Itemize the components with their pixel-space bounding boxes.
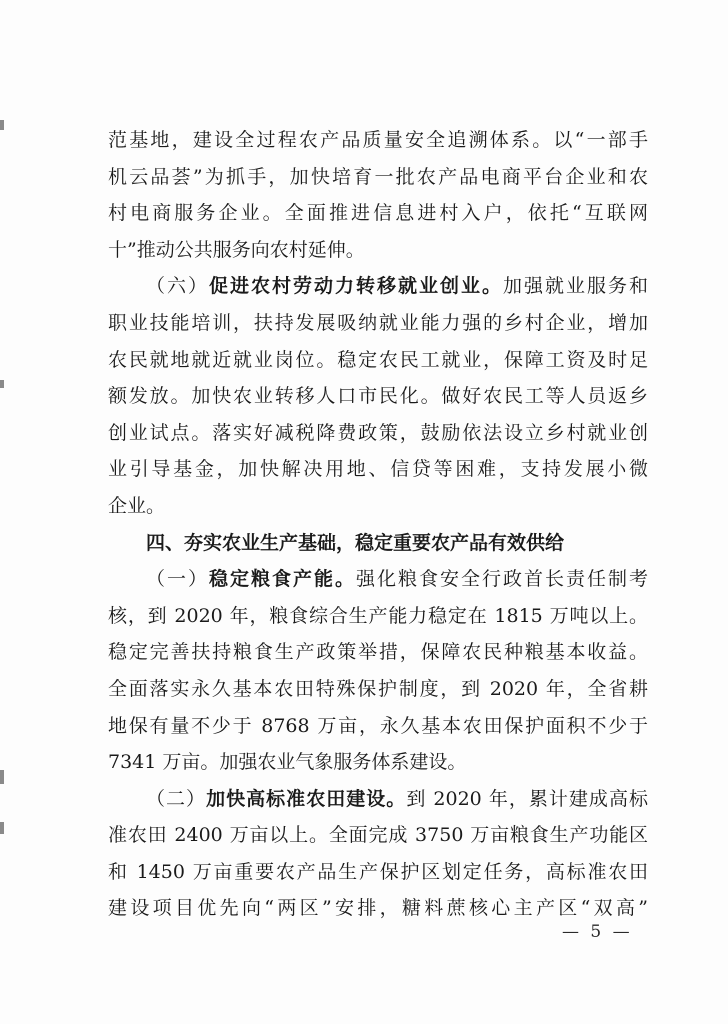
paragraph-line: 十”推动公共服务向农村延伸。 xyxy=(108,238,365,261)
paragraph-text: 强化粮食安全行政首长责任制考 xyxy=(356,568,648,591)
section-marker: （一） xyxy=(146,568,209,591)
paragraph-text: 到 2020 年，累计建成高标 xyxy=(406,787,648,810)
section-title: 稳定粮食产能。 xyxy=(209,568,356,591)
section-title: 促进农村劳动力转移就业创业。 xyxy=(209,275,503,298)
paragraph-line: 建设项目优先向“两区”安排，糖料蔗核心主产区“双高” xyxy=(108,897,648,920)
section-one-heading-line xyxy=(108,561,648,598)
section-marker: （六） xyxy=(146,275,209,298)
paragraph-line: 稳定完善扶持粮食生产政策举措，保障农民种粮基本收益。 xyxy=(108,641,648,664)
binding-mark xyxy=(0,380,4,388)
section-marker: （二） xyxy=(146,787,207,810)
paragraph-line: 村电商服务企业。全面推进信息进村入户，依托“互联网 xyxy=(108,202,648,225)
body-text xyxy=(108,122,648,927)
binding-mark xyxy=(0,822,4,834)
paragraph-line: 全面落实永久基本农田特殊保护制度，到 2020 年，全省耕 xyxy=(108,677,648,700)
section-two-heading-line xyxy=(108,781,648,818)
binding-mark xyxy=(0,770,4,784)
page-number: — 5 — xyxy=(562,922,633,942)
paragraph-line: 职业技能培训，扶持发展吸纳就业能力强的乡村企业，增加 xyxy=(108,311,648,334)
paragraph-text: 加强就业服务和 xyxy=(502,275,648,298)
paragraph-line: 额发放。加快农业转移人口市民化。做好农民工等人员返乡 xyxy=(108,385,648,408)
paragraph-line: 创业试点。落实好减税降费政策，鼓励依法设立乡村就业创 xyxy=(108,421,648,444)
section-six-heading-line xyxy=(108,268,648,305)
paragraph-line: 业引导基金，加快解决用地、信贷等困难，支持发展小微 xyxy=(108,458,648,481)
paragraph-line: 地保有量不少于 8768 万亩，永久基本农田保护面积不少于 xyxy=(108,714,648,737)
chapter-heading: 四、夯实农业生产基础，稳定重要农产品有效供给 xyxy=(146,531,565,554)
paragraph-line: 机云品荟”为抓手，加快培育一批农产品电商平台企业和农 xyxy=(108,165,648,188)
paragraph-line: 和 1450 万亩重要农产品生产保护区划定任务，高标准农田 xyxy=(108,860,648,883)
paragraph-line: 准农田 2400 万亩以上。全面完成 3750 万亩粮食生产功能区 xyxy=(108,824,648,847)
binding-mark xyxy=(0,120,4,130)
section-title: 加快高标准农田建设。 xyxy=(206,787,407,810)
paragraph-line: 企业。 xyxy=(108,494,166,517)
paragraph-line: 7341 万亩。加强农业气象服务体系建设。 xyxy=(108,751,467,774)
paragraph-line: 核，到 2020 年，粮食综合生产能力稳定在 1815 万吨以上。 xyxy=(108,604,648,627)
paragraph-line: 范基地，建设全过程农产品质量安全追溯体系。以“一部手 xyxy=(108,129,648,151)
paragraph-line: 农民就地就近就业岗位。稳定农民工就业，保障工资及时足 xyxy=(108,348,648,371)
